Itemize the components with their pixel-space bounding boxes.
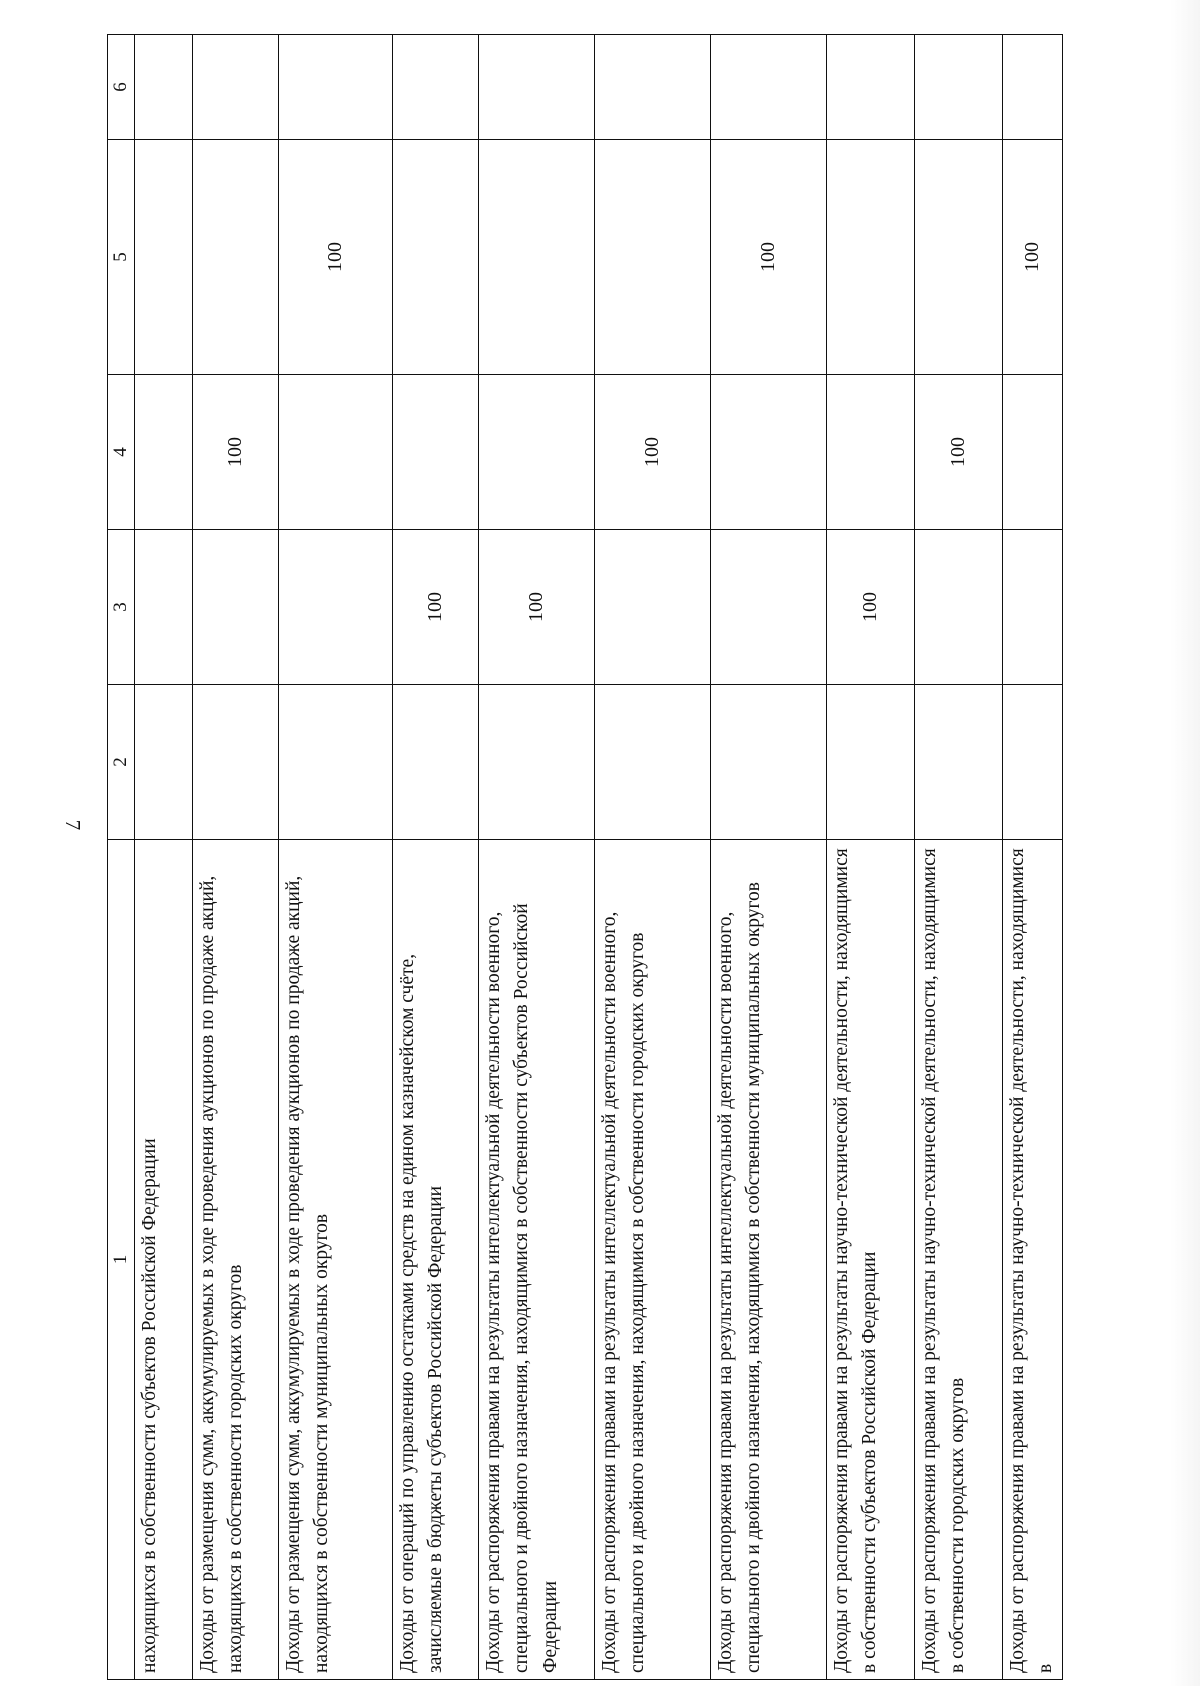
value-cell — [1003, 375, 1063, 530]
value-cell: 100 — [393, 530, 479, 685]
value-cell: 100 — [279, 140, 393, 375]
value-cell — [279, 685, 393, 840]
value-cell — [479, 35, 595, 140]
value-cell — [279, 530, 393, 685]
value-cell: 100 — [915, 375, 1003, 530]
value-cell — [915, 35, 1003, 140]
table-row — [915, 35, 1003, 1680]
value-cell: 100 — [711, 140, 827, 375]
value-cell — [827, 35, 915, 140]
column-number-row — [108, 35, 135, 1680]
table-row — [827, 35, 915, 1680]
table-row — [393, 35, 479, 1680]
value-cell — [135, 685, 193, 840]
row-description: Доходы от распоряжения правами на результаты интеллектуальной деятельности военного, специального и двойного назначения, находящимися в собственности муниципальных округов — [711, 840, 827, 1680]
table-row — [135, 35, 193, 1680]
column-header-1: 1 — [108, 840, 135, 1680]
value-cell — [1003, 685, 1063, 840]
value-cell — [827, 685, 915, 840]
value-cell — [595, 140, 711, 375]
value-cell — [135, 140, 193, 375]
row-description: Доходы от операций по управлению остатками средств на едином казначейском счёте, зачисляемые в бюджеты субъектов Российской Федерации — [393, 840, 479, 1680]
value-cell: 100 — [479, 530, 595, 685]
value-cell — [827, 140, 915, 375]
table-row — [1003, 35, 1063, 1680]
value-cell — [193, 140, 279, 375]
value-cell — [193, 530, 279, 685]
value-cell — [915, 685, 1003, 840]
table-row — [193, 35, 279, 1680]
value-cell: 100 — [1003, 140, 1063, 375]
column-header-5: 5 — [108, 140, 135, 375]
value-cell — [1003, 35, 1063, 140]
table-row — [711, 35, 827, 1680]
value-cell: 100 — [827, 530, 915, 685]
value-cell — [479, 375, 595, 530]
value-cell — [595, 685, 711, 840]
value-cell — [711, 685, 827, 840]
value-cell — [915, 530, 1003, 685]
table-row — [279, 35, 393, 1680]
value-cell — [711, 35, 827, 140]
row-description: Доходы от распоряжения правами на результаты интеллектуальной деятельности военного, специального и двойного назначения, находящимися в собственности субъектов Российской Федерации — [479, 840, 595, 1680]
page-number: 7 — [61, 819, 86, 831]
value-cell — [279, 375, 393, 530]
rotated-table-container — [107, 35, 1107, 1680]
column-header-2: 2 — [108, 685, 135, 840]
value-cell — [393, 685, 479, 840]
value-cell — [193, 35, 279, 140]
value-cell — [915, 140, 1003, 375]
table-row — [479, 35, 595, 1680]
scan-edge-shading — [1170, 0, 1200, 1686]
value-cell — [393, 35, 479, 140]
row-description: Доходы от распоряжения правами на результаты интеллектуальной деятельности военного, специального и двойного назначения, находящимися в собственности городских округов — [595, 840, 711, 1680]
value-cell — [135, 375, 193, 530]
row-description: Доходы от распоряжения правами на результаты научно-технической деятельности, находящимися в собственности субъектов Российской Федерации — [827, 840, 915, 1680]
column-header-4: 4 — [108, 375, 135, 530]
value-cell — [1003, 530, 1063, 685]
value-cell — [711, 530, 827, 685]
row-description: Доходы от размещения сумм, аккумулируемых в ходе проведения аукционов по продаже акций, находящихся в собственности городских округов — [193, 840, 279, 1680]
value-cell — [711, 375, 827, 530]
value-cell — [135, 530, 193, 685]
value-cell — [595, 35, 711, 140]
value-cell — [193, 685, 279, 840]
row-description: Доходы от распоряжения правами на результаты научно-технической деятельности, находящимися в собственности городских округов — [915, 840, 1003, 1680]
value-cell — [595, 530, 711, 685]
row-description: Доходы от размещения сумм, аккумулируемых в ходе проведения аукционов по продаже акций, находящихся в собственности муниципальных округов — [279, 840, 393, 1680]
value-cell — [135, 35, 193, 140]
revenue-distribution-table — [107, 34, 1063, 1680]
row-description: Доходы от распоряжения правами на результаты научно-технической деятельности, находящимися в — [1003, 840, 1063, 1680]
value-cell: 100 — [595, 375, 711, 530]
value-cell: 100 — [193, 375, 279, 530]
value-cell — [393, 375, 479, 530]
value-cell — [393, 140, 479, 375]
value-cell — [479, 685, 595, 840]
column-header-6: 6 — [108, 35, 135, 140]
column-header-3: 3 — [108, 530, 135, 685]
row-description: находящихся в собственности субъектов Российской Федерации — [135, 840, 193, 1680]
value-cell — [279, 35, 393, 140]
table-row — [595, 35, 711, 1680]
value-cell — [479, 140, 595, 375]
value-cell — [827, 375, 915, 530]
